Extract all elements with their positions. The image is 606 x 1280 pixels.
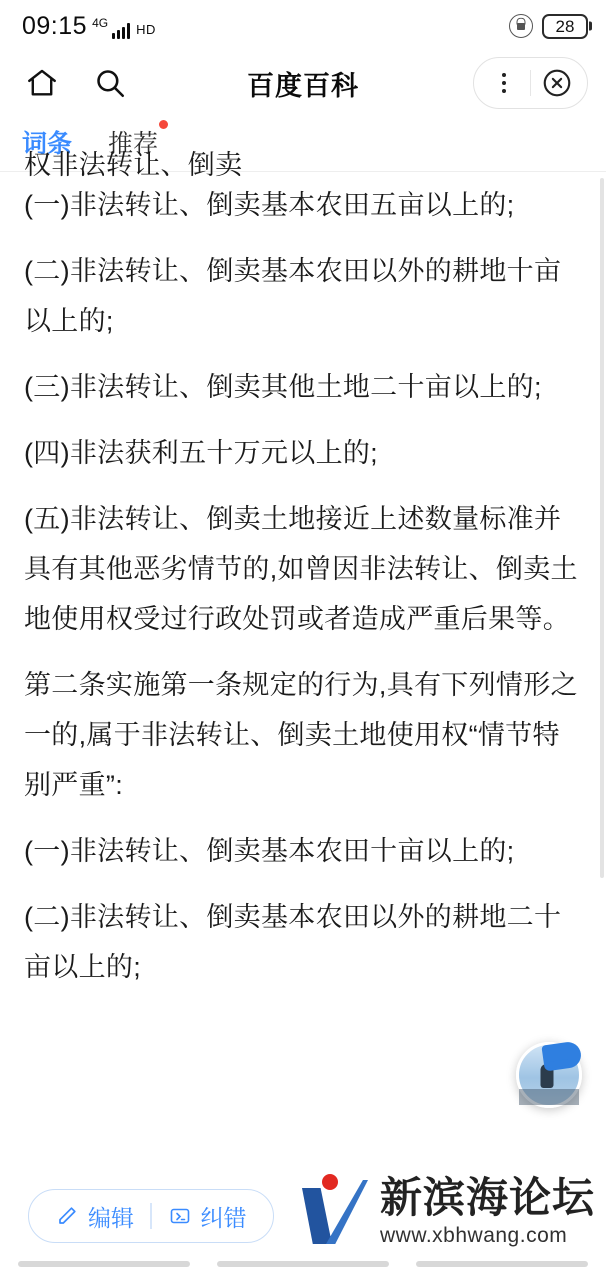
network-type-label: 4G [92, 15, 109, 30]
status-time: 09:15 [22, 11, 88, 40]
article-paragraph: (一)非法转让、倒卖基本农田五亩以上的; [24, 190, 515, 220]
article-paragraph: (四)非法获利五十万元以上的; [24, 438, 378, 468]
watermark-title: 新滨海论坛 [380, 1173, 596, 1221]
tab-recommend-badge-dot [159, 120, 168, 129]
system-home-indicator[interactable] [217, 1261, 389, 1267]
error-report-icon [168, 1204, 192, 1228]
avatar-ground [519, 1089, 579, 1105]
edit-button[interactable] [55, 1200, 134, 1233]
system-recents-indicator[interactable] [416, 1261, 588, 1267]
home-icon[interactable] [20, 61, 64, 105]
article-paragraph: (二)非法转让、倒卖基本农田以外的耕地二十亩以上的; [24, 902, 562, 982]
system-navigation-bar [0, 1254, 606, 1280]
article-clipped-line: 权非法转让、倒卖 [24, 150, 243, 180]
article-paragraph: 第二条实施第一条规定的行为,具有下列情形之一的,属于非法转让、倒卖土地使用权“情节特别严重”: [24, 670, 578, 800]
search-icon[interactable] [88, 61, 132, 105]
scrollbar[interactable] [600, 178, 604, 878]
article-paragraph: (三)非法转让、倒卖其他土地二十亩以上的; [24, 372, 542, 402]
article-paragraph: (一)非法转让、倒卖基本农田十亩以上的; [24, 836, 515, 866]
article-paragraph: (二)非法转让、倒卖基本农田以外的耕地十亩以上的; [24, 256, 562, 336]
system-back-indicator[interactable] [18, 1261, 190, 1267]
more-dots [502, 73, 506, 93]
nav-left-icons [20, 61, 132, 105]
battery-indicator [542, 14, 588, 39]
status-bar [0, 0, 606, 52]
report-error-button-label: 纠错 [200, 1204, 247, 1231]
tab-entry-label: 词条 [22, 130, 73, 158]
status-left-group [22, 11, 156, 40]
close-circle-icon[interactable] [531, 58, 583, 108]
status-right-group [509, 14, 588, 39]
graduation-cap-icon [541, 1040, 582, 1071]
hd-label: HD [136, 21, 156, 37]
tab-recommend-label: 推荐 [108, 130, 159, 158]
lock-icon [509, 14, 533, 38]
action-pill [28, 1189, 274, 1243]
action-divider [150, 1203, 152, 1229]
nav-capsule [473, 57, 589, 109]
pencil-icon [55, 1204, 79, 1228]
battery-percent-label: 28 [555, 16, 575, 36]
floating-avatar[interactable] [516, 1042, 582, 1108]
bottom-action-bar [0, 1186, 606, 1246]
article-paragraph: (五)非法转让、倒卖土地接近上述数量标准并具有其他恶劣情节的,如曾因非法转让、倒卖土地使用权受过行政处罚或者造成严重后果等。 [24, 504, 578, 634]
watermark-url: www.xbhwang.com [380, 1223, 568, 1247]
app-navigation-bar [0, 52, 606, 114]
article-content[interactable] [0, 150, 606, 1280]
signal-strength-icon [112, 22, 130, 39]
edit-button-label: 编辑 [88, 1204, 134, 1231]
page-title: 百度百科 [247, 70, 359, 101]
report-error-button[interactable] [168, 1200, 247, 1233]
more-vertical-icon[interactable] [478, 58, 530, 108]
